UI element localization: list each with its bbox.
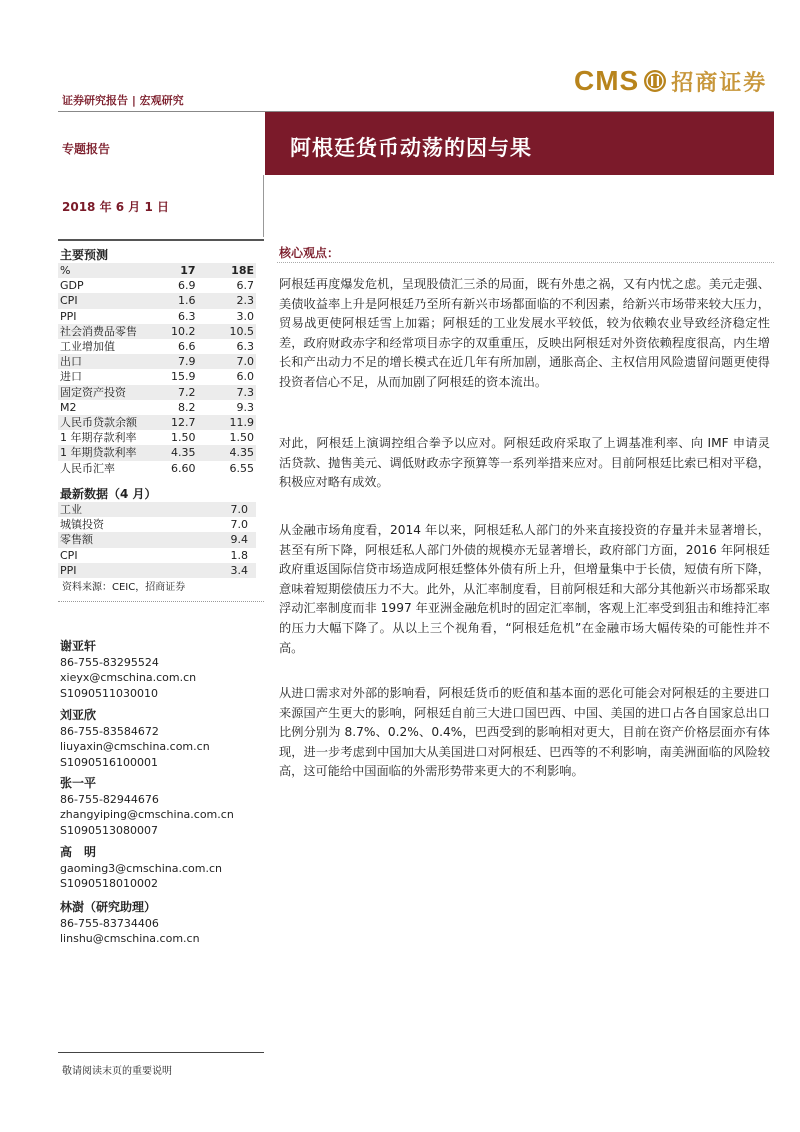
brand-logo [574,66,767,96]
analyst-email[interactable]: gaoming3@cmschina.com.cn [60,861,222,875]
row-label: 工业 [58,502,212,517]
analyst-cert: S1090518010002 [60,877,158,890]
table-row [58,324,256,339]
row-label: % [58,263,139,278]
table-row [58,445,256,460]
row-label: GDP [60,279,84,293]
row-label: 社会消费品零售 [60,324,137,338]
report-type: 专题报告 [62,142,111,156]
analyst-email[interactable]: linshu@cmschina.com.cn [60,932,200,945]
row-label: 固定资产投资 [58,385,139,400]
breadcrumb: 证券研究报告 | 宏观研究 [62,94,184,107]
row-value: 8.2 [178,400,196,414]
analyst-phone: 86-755-83295524 [60,655,159,669]
row-value: 9.3 [236,400,254,414]
analyst-card [60,845,222,892]
footer-note: 敬请阅读末页的重要说明 [62,1066,172,1077]
page-title: 阿根廷货币动荡的因与果 [290,136,532,160]
row-value: 3.4 [212,563,256,578]
table-row [58,339,256,354]
row-value: 10.2 [139,324,198,339]
row-label: 1 年期贷款利率 [58,445,139,460]
core-divider [277,262,774,264]
row-value: 2.3 [198,293,257,308]
logo-seal-icon [643,69,667,93]
logo-cn: 招商证券 [671,70,768,96]
data-source: 资料来源：CEIC，招商证券 [62,582,186,593]
row-value: 6.6 [178,340,196,354]
latest-heading: 最新数据（4 月） [60,487,157,501]
row-value: 7.9 [139,354,198,369]
row-value: 1.50 [171,431,196,445]
analyst-phone: 86-755-82944676 [60,792,159,806]
row-value: 7.3 [198,385,257,400]
core-paragraph: 从金融市场角度看，2014 年以来，阿根廷私人部门的外来直接投资的存量并未显著增长，甚至有所下降，阿根廷私人部门外债的规模亦无显著增长，政府部门方面，2016 年阿根廷政府重返国际信贷市场造成阿根廷整体外债有所上升，但增量集中于长债，短债有所下降，意味着短期偿债压力不大。此外，从汇率制度看，目前阿根廷和大部分其他新兴市场都采取浮动汇率制度而非 1997 年亚洲金融危机时的固定汇率制，客观上汇率受到狙击和维持汇率的压力大幅下降了。从以上三个视角看，“阿根廷危机”在金融市场大幅传染的可能性并不高。 [279,523,770,655]
row-value: 4.35 [198,445,257,460]
row-value: 17 [139,263,198,278]
table-row [58,548,256,563]
analyst-phone: 86-755-83734406 [60,916,159,930]
latest-table [58,502,256,578]
analyst-card [60,900,200,947]
row-label: CPI [60,548,78,562]
core-paragraph: 阿根廷再度爆发危机，呈现股债汇三杀的局面，既有外患之祸，又有内忧之虑。美元走强、美债收益率上升是阿根廷乃至所有新兴市场都面临的不利因素，给新兴市场带来较大压力，贸易战更使阿根廷雪上加霜；阿根廷的工业发展水平较低，较为依赖农业导致经济稳定性差，政府财政赤字和经常项目赤字的双重重压，反映出阿根廷对外资依赖程度很高，内生增长和产出动力不足的增长模式在近几年有所加剧，通胀高企、主权信用风险遗留问题更使得投资者信心不足，从而加剧了阿根廷的资本流出。 [279,277,770,389]
forecast-table [58,263,256,476]
row-value: 11.9 [198,415,257,430]
table-row [58,532,256,547]
core-heading: 核心观点： [279,246,340,260]
row-value: 1.50 [229,431,254,445]
row-value: 6.55 [229,461,254,475]
analyst-card [60,708,210,770]
row-value: 7.0 [198,354,257,369]
logo-text: CMS [574,65,640,96]
row-value: 9.4 [212,532,256,547]
table-row [58,400,256,415]
row-value: 12.7 [139,415,198,430]
row-label: M2 [60,400,77,414]
analyst-divider [58,601,264,602]
row-label: 1 年期存款利率 [60,431,137,445]
table-row [58,309,256,324]
row-value: 1.6 [139,293,198,308]
table-row [58,278,256,293]
row-value: 1.8 [230,548,248,562]
table-row [58,430,256,445]
column-divider [263,175,264,237]
analyst-name: 张一平 [60,776,97,790]
row-label: 人民币汇率 [60,461,115,475]
row-value: 6.3 [178,309,196,323]
analyst-name: 谢亚轩 [60,639,97,653]
row-label: CPI [58,293,139,308]
sidebar-divider [58,239,264,241]
row-value: 7.2 [139,385,198,400]
table-row [58,502,256,517]
core-paragraph: 从进口需求对外部的影响看，阿根廷货币的贬值和基本面的恶化可能会对阿根廷的主要进口来源国产生更大的影响，阿根廷自前三大进口国巴西、中国、美国的进口占各自国家总出口比例分别为 8.7%、0.2%、0.4%，巴西受到的影响相对更大，目前在资产价格层面亦有体现，进一步考虑到中国加大从美国进口对阿根廷、巴西等的不利影响，南美洲面临的风险较高，这可能给中国面临的外需形势带来更大的不利影响。 [279,686,770,779]
analyst-cert: S1090511030010 [60,686,158,700]
analyst-name: 林澍（研究助理） [60,900,157,914]
row-value: 7.0 [230,518,248,532]
row-value: 6.60 [171,461,196,475]
row-value: 6.0 [236,370,254,384]
row-value: 3.0 [236,309,254,323]
row-label: 出口 [58,354,139,369]
analyst-card [60,776,234,838]
table-row [58,354,256,369]
row-label: PPI [58,563,212,578]
table-row [58,461,256,476]
table-row [58,385,256,400]
table-row [58,517,256,532]
analyst-name: 高 明 [60,845,97,859]
analyst-email[interactable]: liuyaxin@cmschina.com.cn [60,740,210,753]
table-row [58,415,256,430]
row-label: PPI [60,309,77,323]
row-label: 城镇投资 [60,518,104,532]
row-value: 18E [198,263,257,278]
row-label: 工业增加值 [60,340,115,354]
forecast-heading: 主要预测 [60,248,109,262]
row-value: 15.9 [171,370,196,384]
table-header-row [58,263,256,278]
footer-divider [58,1052,264,1053]
analyst-email[interactable]: zhangyiping@cmschina.com.cn [60,808,234,821]
row-label: 进口 [60,370,82,384]
report-date: 2018 年 6 月 1 日 [62,200,169,214]
table-row [58,369,256,384]
row-value: 6.3 [236,340,254,354]
row-value: 10.5 [198,324,257,339]
analyst-email[interactable]: xieyx@cmschina.com.cn [60,671,197,684]
core-paragraph: 对此，阿根廷上演调控组合拳予以应对。阿根廷政府采取了上调基准利率、向 IMF 申请灵活贷款、抛售美元、调低财政赤字预算等一系列举措来应对。目前阿根廷比索已相对平稳，积极应对略有成效。 [279,436,770,490]
analyst-phone: 86-755-83584672 [60,724,159,738]
analyst-cert: S1090513080007 [60,823,158,837]
row-value: 6.9 [178,279,196,293]
row-label: 人民币贷款余额 [60,416,137,430]
analyst-card [60,639,196,701]
row-value: 7.0 [212,502,256,517]
table-row [58,563,256,578]
row-value: 4.35 [139,445,198,460]
row-value: 6.7 [236,279,254,293]
table-row [58,293,256,308]
analyst-cert: S1090516100001 [60,755,158,769]
analyst-name: 刘亚欣 [60,708,97,722]
row-label: 零售额 [58,532,212,547]
